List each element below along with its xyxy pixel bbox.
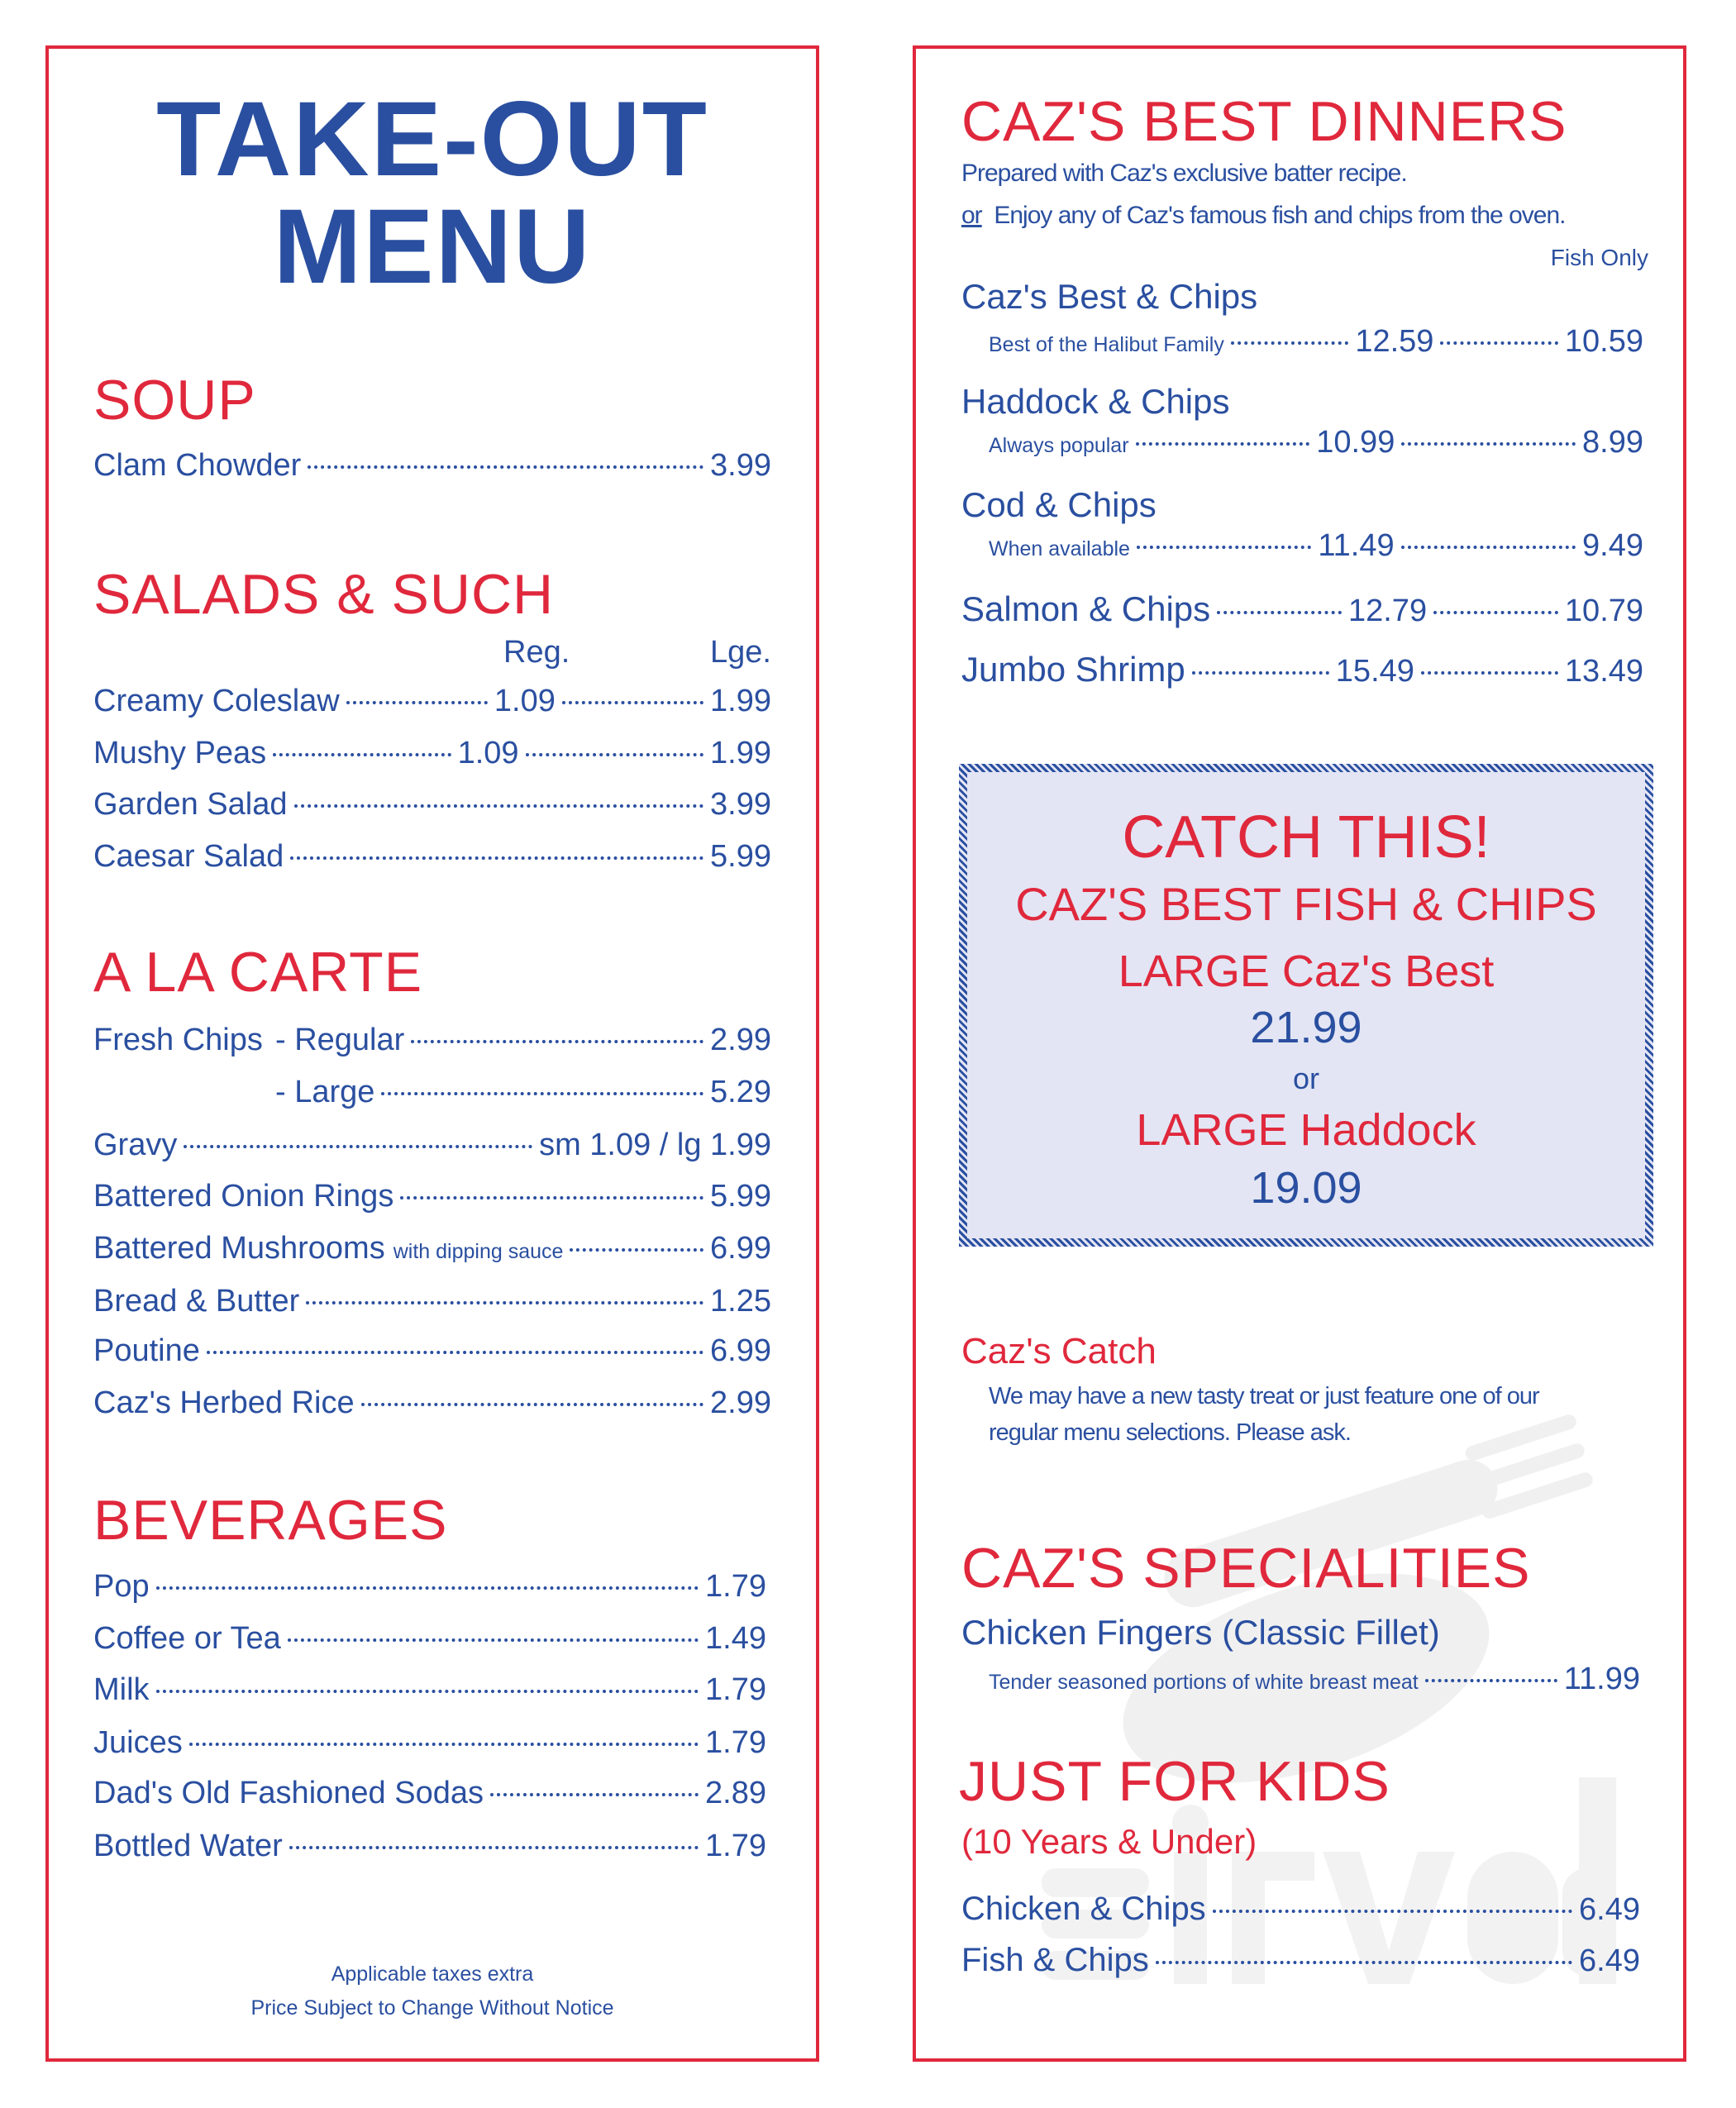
dot-leader (346, 701, 488, 704)
item-price: 1.25 (710, 1284, 771, 1319)
chicken-fingers-row (989, 1659, 1640, 1702)
item-price: 1.79 (705, 1569, 766, 1604)
dinners-subtitle: Prepared with Caz's exclusive batter recipe. (961, 160, 1407, 187)
item-price: 10.99 (1316, 425, 1395, 460)
dot-leader (1217, 611, 1342, 614)
kids-age-note: (10 Years & Under) (961, 1822, 1257, 1861)
beverage-row (93, 1773, 766, 1813)
carte-row (93, 1125, 771, 1165)
item-description: Tender seasoned portions of white breast meat (989, 1671, 1419, 1694)
item-price: 1.79 (705, 1672, 766, 1707)
price-change-note: Price Subject to Change Without Notice (250, 1996, 614, 2020)
cazs-catch-heading: Caz's Catch (961, 1331, 1157, 1371)
item-price: 3.99 (710, 787, 771, 822)
specialities-heading: CAZ'S SPECIALITIES (961, 1537, 1531, 1600)
item-name: Bread & Butter (93, 1284, 300, 1319)
item-name: Garden Salad (93, 787, 288, 822)
dot-leader (361, 1403, 703, 1406)
dot-leader (294, 804, 704, 808)
item-price: 6.49 (1579, 1892, 1640, 1927)
dinner-name: Caz's Best & Chips (961, 277, 1258, 316)
item-name: Caz's Herbed Rice (93, 1385, 355, 1420)
dot-leader (1136, 442, 1310, 446)
fish-only-price: 10.59 (1564, 324, 1643, 359)
kids-heading: JUST FOR KIDS (959, 1750, 1390, 1813)
dot-leader (288, 1638, 699, 1642)
dot-leader (1213, 1910, 1572, 1913)
item-price: 6.99 (710, 1333, 771, 1368)
dot-leader (400, 1196, 703, 1199)
dot-leader (1421, 671, 1558, 675)
dinner-row (989, 422, 1643, 465)
item-name: Battered Onion Rings (93, 1179, 394, 1214)
item-name: Caesar Salad (93, 839, 284, 874)
dinners-heading: CAZ'S BEST DINNERS (961, 90, 1567, 153)
item-name: Gravy (93, 1128, 178, 1162)
dot-leader (1231, 341, 1348, 345)
item-name: Battered Mushrooms (93, 1231, 385, 1266)
dot-leader (1401, 442, 1576, 446)
dot-leader (1156, 1961, 1572, 1964)
item-price: 2.89 (705, 1776, 766, 1810)
item-name: Juices (93, 1725, 183, 1760)
fish-only-price: 9.49 (1582, 528, 1643, 563)
dot-leader (306, 1301, 703, 1304)
dot-leader (289, 1846, 699, 1849)
dot-leader (207, 1351, 703, 1354)
dinners-oven-note: Enjoy any of Caz's famous fish and chips from the oven. (994, 202, 1566, 229)
promo-title: CATCH THIS! (1122, 804, 1490, 870)
promo-or: or (1292, 1061, 1319, 1095)
dinner-name: Cod & Chips (961, 485, 1157, 524)
col-lge-label: Lge. (710, 635, 771, 670)
item-name: Jumbo Shrimp (961, 650, 1185, 689)
item-price: 5.99 (710, 1179, 771, 1214)
chicken-fingers-name: Chicken Fingers (Classic Fillet) (961, 1613, 1440, 1652)
dot-leader (189, 1743, 699, 1746)
dot-leader (308, 465, 703, 469)
item-description: Best of the Halibut Family (989, 333, 1224, 356)
item-note: with dipping sauce (393, 1240, 564, 1263)
right-menu-panel (913, 45, 1686, 2062)
dinner-row (989, 526, 1643, 569)
promo-price-1: 21.99 (1250, 1003, 1362, 1052)
item-name: Clam Chowder (93, 448, 302, 483)
beverages-heading: BEVERAGES (93, 1489, 448, 1552)
item-name: Mushy Peas (93, 736, 267, 770)
item-price: 12.59 (1355, 324, 1434, 359)
dot-leader (1401, 546, 1576, 549)
carte-row (93, 1281, 771, 1321)
item-price: 2.99 (710, 1023, 771, 1057)
beverage-row (93, 1826, 766, 1866)
item-price: sm 1.09 / lg 1.99 (539, 1128, 771, 1162)
item-name: Bottled Water (93, 1829, 283, 1863)
item-price: 2.99 (710, 1385, 771, 1420)
fish-only-price: 8.99 (1582, 425, 1643, 460)
dot-leader (1192, 671, 1329, 675)
a-la-carte-heading: A LA CARTE (93, 941, 423, 1004)
item-name: Creamy Coleslaw (93, 684, 340, 718)
item-name: Poutine (93, 1333, 200, 1368)
salads-heading: SALADS & SUCH (93, 563, 555, 626)
dinners-subtitle-2 (961, 201, 1565, 231)
item-variant: - Large (275, 1075, 375, 1109)
carte-row (275, 1072, 771, 1112)
item-price: 5.29 (710, 1075, 771, 1109)
item-description: When available (989, 537, 1130, 560)
dot-leader (273, 753, 451, 756)
item-price: 15.49 (1335, 654, 1414, 689)
item-price: 1.79 (705, 1829, 766, 1863)
carte-row (93, 1176, 771, 1216)
item-price: 11.49 (1318, 528, 1395, 563)
promo-subtitle: CAZ'S BEST FISH & CHIPS (1015, 878, 1597, 930)
dot-leader (156, 1690, 699, 1693)
dot-leader (1425, 1679, 1557, 1682)
dot-leader (1433, 611, 1558, 614)
item-name: Fish & Chips (961, 1942, 1149, 1978)
dot-leader (184, 1145, 532, 1148)
item-price: 12.79 (1347, 594, 1428, 628)
beverage-row (93, 1723, 766, 1762)
item-name: Salmon & Chips (961, 589, 1211, 628)
salad-row (93, 681, 771, 721)
left-menu-panel (45, 45, 819, 2062)
soup-heading: SOUP (93, 369, 256, 432)
dot-leader (290, 856, 703, 860)
dot-leader (562, 701, 703, 704)
dinner-row (961, 589, 1643, 631)
item-name: Chicken & Chips (961, 1891, 1206, 1927)
promo-price-2: 19.09 (1250, 1163, 1362, 1213)
menu-title-line2: MENU (273, 188, 592, 306)
dot-leader (156, 1586, 699, 1590)
item-price: 11.99 (1563, 1662, 1640, 1696)
dinner-row (961, 650, 1643, 691)
item-description: Always popular (989, 434, 1129, 457)
fish-only-label: Fish Only (1550, 245, 1648, 270)
dot-leader (381, 1092, 703, 1095)
salad-row (93, 733, 771, 773)
item-name: Milk (93, 1672, 150, 1707)
item-price: 1.79 (705, 1725, 766, 1760)
item-price: 3.99 (710, 448, 771, 483)
dinner-name: Haddock & Chips (961, 382, 1230, 421)
carte-row (93, 1331, 771, 1371)
beverage-row (93, 1567, 766, 1606)
salad-row (93, 837, 771, 876)
carte-row (93, 1383, 771, 1423)
dot-leader (490, 1793, 699, 1796)
kids-row (961, 1889, 1640, 1929)
item-price-lge: 1.99 (710, 684, 771, 718)
carte-row (93, 1228, 771, 1271)
item-price: 5.99 (710, 839, 771, 874)
dot-leader (1137, 546, 1311, 549)
item-name: Pop (93, 1569, 150, 1604)
item-name: Fresh Chips (93, 1023, 263, 1057)
or-label: or (961, 202, 982, 229)
item-price: 6.99 (710, 1231, 771, 1266)
cazs-catch-text-1: We may have a new tasty treat or just feature one of our (989, 1383, 1539, 1409)
dot-leader (570, 1248, 703, 1252)
promo-option-2: LARGE Haddock (1136, 1105, 1476, 1155)
item-variant: - Regular (275, 1023, 405, 1057)
promo-option-1: LARGE Caz's Best (1118, 947, 1495, 996)
carte-row (93, 1020, 771, 1060)
dinner-row (989, 322, 1643, 365)
item-price: 1.49 (705, 1621, 766, 1656)
cazs-catch-text-2: regular menu selections. Please ask. (989, 1419, 1351, 1446)
dot-leader (526, 753, 703, 756)
taxes-note: Applicable taxes extra (331, 1963, 534, 1986)
beverage-row (93, 1619, 766, 1658)
item-price: 6.49 (1579, 1943, 1640, 1978)
kids-row (961, 1940, 1640, 1981)
item-price-reg: 1.09 (457, 736, 519, 770)
item-price-reg: 1.09 (494, 684, 556, 718)
col-reg-label: Reg. (503, 635, 570, 670)
item-name: Dad's Old Fashioned Sodas (93, 1776, 484, 1810)
promo-box (959, 764, 1653, 1247)
fish-only-price: 10.79 (1564, 594, 1644, 628)
fish-only-price: 13.49 (1564, 654, 1644, 689)
salad-row (93, 785, 771, 824)
menu-title-line1: TAKE-OUT (156, 80, 708, 198)
item-name: Coffee or Tea (93, 1621, 281, 1656)
soup-row (93, 446, 771, 485)
beverage-row (93, 1670, 766, 1710)
dot-leader (1440, 341, 1557, 345)
item-price-lge: 1.99 (710, 736, 771, 770)
dot-leader (411, 1040, 703, 1043)
